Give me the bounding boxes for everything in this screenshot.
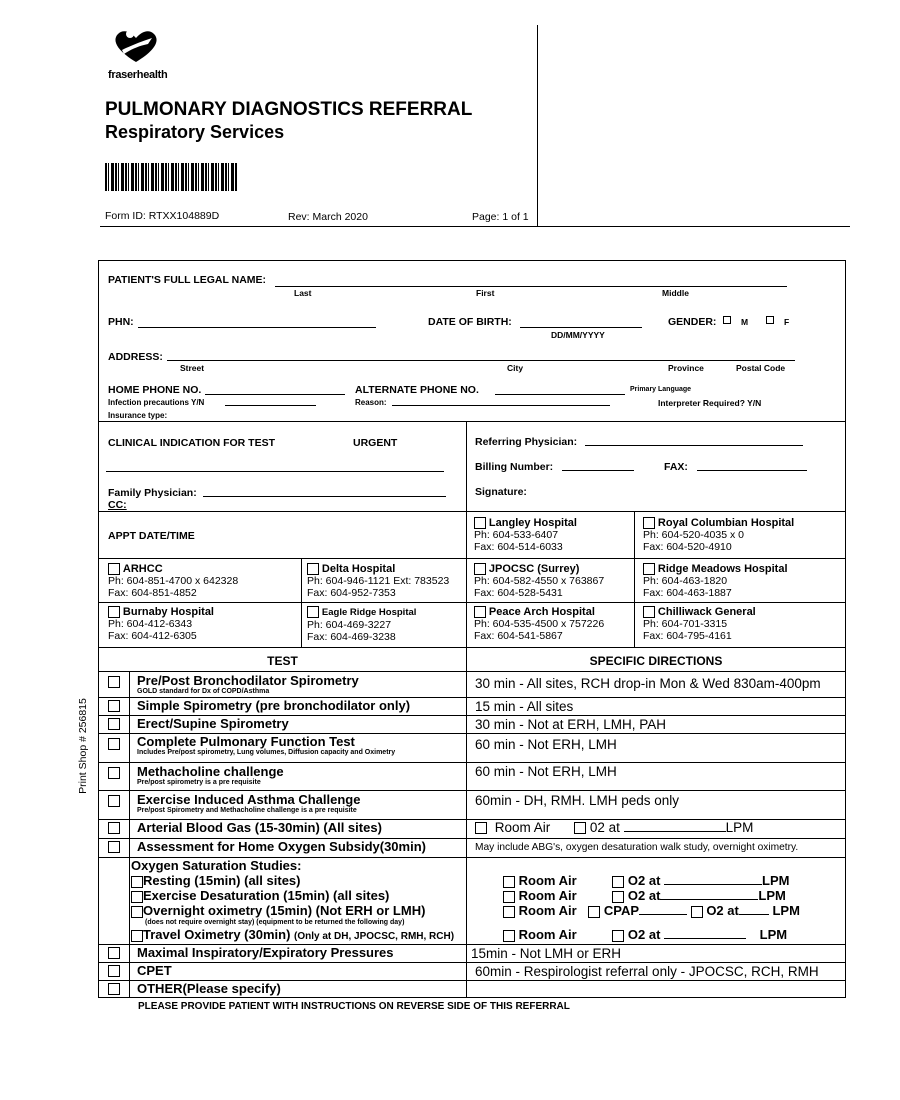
primary-language-label: Primary Language: [630, 386, 692, 393]
hosp-row-rule-2: [99, 602, 845, 603]
exercise-label: Exercise Desaturation (15min) (all sites): [143, 888, 390, 903]
hospital-checkbox[interactable]: [307, 563, 319, 575]
abg-o2-label: 02 at: [589, 820, 620, 835]
dob-field[interactable]: [520, 316, 642, 328]
test-checkbox[interactable]: [108, 767, 120, 779]
oxygen-title: Oxygen Saturation Studies:: [131, 858, 302, 873]
test-checkbox[interactable]: [108, 841, 120, 853]
cc-label: CC:: [108, 499, 127, 511]
test-directions: 30 min - Not at ERH, LMH, PAH: [475, 717, 667, 732]
gender-f-checkbox[interactable]: [766, 316, 774, 324]
first-label: First: [476, 288, 495, 298]
test-item: Maximal Inspiratory/Expiratory Pressures: [137, 945, 394, 960]
test-checkbox[interactable]: [108, 718, 120, 730]
clinical-rule-right: [466, 511, 845, 512]
travel-room-air-checkbox[interactable]: [503, 930, 515, 942]
abg-o2-checkbox[interactable]: [574, 822, 586, 834]
barcode: [105, 163, 237, 191]
referring-physician-field[interactable]: [585, 434, 803, 446]
abg-lpm-label: LPM: [725, 820, 754, 835]
abg-room-air-label: Room Air: [494, 820, 551, 835]
exercise-room-air-checkbox[interactable]: [503, 891, 515, 903]
name-label: PATIENT'S FULL LEGAL NAME:: [108, 274, 267, 286]
test-item: Simple Spirometry (pre bronchodilator only): [137, 698, 411, 713]
test-directions: 60 min - Not ERH, LMH: [475, 764, 617, 779]
hospital-checkbox[interactable]: [108, 563, 120, 575]
clinical-indication-label: CLINICAL INDICATION FOR TEST: [108, 437, 276, 449]
infection-field[interactable]: [225, 396, 316, 406]
last-label: Last: [294, 288, 312, 298]
hospital-jpocsc[interactable]: JPOCSC (Surrey) Ph: 604-582-4550 x 763867 Fax: 604-528-5431: [474, 563, 605, 600]
test-directions: 60 min - Not ERH, LMH: [475, 737, 617, 752]
hosp-row-rule-1: [99, 558, 845, 559]
test-checkbox[interactable]: [108, 676, 120, 688]
hospital-checkbox[interactable]: [307, 606, 319, 618]
directions-column-header: SPECIFIC DIRECTIONS: [589, 654, 723, 668]
reason-label: Reason:: [355, 398, 387, 407]
footer-instructions: PLEASE PROVIDE PATIENT WITH INSTRUCTIONS ON REVERSE SIDE OF THIS REFERRAL: [138, 1001, 570, 1012]
resting-label: Resting (15min) (all sites): [143, 873, 301, 888]
overnight-cpap-checkbox[interactable]: [588, 906, 600, 918]
cpap-field[interactable]: [639, 903, 687, 915]
header-rule: [100, 226, 850, 227]
gender-f-label: F: [784, 317, 790, 327]
exercise-o2-checkbox[interactable]: [612, 891, 624, 903]
hospital-chilliwack[interactable]: Chilliwack General Ph: 604-701-3315 Fax: 604-795-4161: [643, 606, 756, 643]
test-rule: [99, 762, 845, 763]
clinical-indication-field[interactable]: [106, 460, 444, 472]
dob-format: DD/MM/YYYY: [551, 330, 605, 340]
test-rule: [99, 962, 845, 963]
postal-label: Postal Code: [736, 363, 786, 373]
oxygen-studies: [131, 858, 454, 944]
hospital-checkbox[interactable]: [474, 563, 486, 575]
test-checkbox[interactable]: [108, 700, 120, 712]
alt-phone-field[interactable]: [495, 383, 625, 395]
hosp-divider-r: [634, 511, 635, 647]
test-directions: 60min - DH, RMH. LMH peds only: [475, 793, 680, 808]
resting-o2-field[interactable]: [664, 873, 762, 885]
test-directions: 15 min - All sites: [475, 699, 574, 714]
overnight-room-air-checkbox[interactable]: [503, 906, 515, 918]
abg-options: [475, 820, 753, 835]
travel-o2-checkbox[interactable]: [612, 930, 624, 942]
test-item: Arterial Blood Gas (15-30min) (All sites): [137, 820, 382, 835]
hospital-peace-arch[interactable]: Peace Arch Hospital Ph: 604-535-4500 x 757226 Fax: 604-541-5867: [474, 606, 605, 643]
test-item: Exercise Induced Asthma Challenge Pre/post Spirometry and Methacholine challenge is a pre requisite: [137, 792, 361, 814]
home-phone-label: HOME PHONE NO.: [108, 384, 202, 396]
test-item: CPET: [137, 963, 172, 978]
overnight-o2-checkbox[interactable]: [691, 906, 703, 918]
gender-label: GENDER:: [668, 316, 717, 328]
org-name: fraserhealth: [108, 69, 168, 81]
test-item: Erect/Supine Spirometry: [137, 716, 289, 731]
overnight-checkbox[interactable]: [131, 906, 143, 918]
hospital-royal-columbian[interactable]: Royal Columbian Hospital Ph: 604-520-4035 x 0 Fax: 604-520-4910: [643, 517, 795, 554]
province-label: Province: [668, 363, 704, 373]
appt-label: APPT DATE/TIME: [108, 530, 195, 542]
hospital-checkbox[interactable]: [643, 606, 655, 618]
test-column-header: TEST: [267, 654, 298, 668]
hospital-langley[interactable]: Langley Hospital Ph: 604-533-6407 Fax: 604-514-6033: [474, 517, 577, 554]
test-checkbox[interactable]: [108, 983, 120, 995]
resting-o2-checkbox[interactable]: [612, 876, 624, 888]
billing-label: Billing Number:: [475, 461, 554, 473]
hospital-arhcc[interactable]: ARHCC Ph: 604-851-4700 x 642328 Fax: 604-851-4852: [108, 563, 239, 600]
billing-field[interactable]: [562, 459, 634, 471]
form-title: PULMONARY DIAGNOSTICS REFERRAL: [105, 99, 473, 120]
fraserhealth-logo: [108, 28, 168, 84]
exercise-checkbox[interactable]: [131, 891, 143, 903]
family-physician-label: Family Physician:: [108, 487, 197, 499]
home-phone-field[interactable]: [205, 383, 345, 395]
test-checkbox[interactable]: [108, 822, 120, 834]
test-directions: May include ABG's, oxygen desaturation walk study, overnight oximetry.: [475, 842, 799, 853]
family-physician-field[interactable]: [203, 485, 446, 497]
test-checkbox[interactable]: [108, 738, 120, 750]
logo-icon: [108, 28, 164, 64]
phn-label: PHN:: [108, 316, 134, 328]
abg-room-air-checkbox[interactable]: [475, 822, 487, 834]
test-directions: 30 min - All sites, RCH drop-in Mon & Wed 830am-400pm: [475, 676, 821, 691]
test-checkbox[interactable]: [108, 947, 120, 959]
phn-field[interactable]: [138, 316, 376, 328]
signature-label: Signature:: [475, 486, 527, 498]
hospital-checkbox[interactable]: [474, 517, 486, 529]
interpreter-label: Interpreter Required? Y/N: [658, 398, 762, 408]
clinical-divider: [466, 421, 467, 998]
reason-field[interactable]: [392, 396, 610, 406]
test-directions: 60min - Respirologist referral only - JPOCSC, RCH, RMH: [475, 964, 819, 979]
fax-label: FAX:: [664, 461, 688, 473]
exercise-o2-field[interactable]: [660, 888, 758, 900]
test-item: Methacholine challenge Pre/post spirometry is a pre requisite: [137, 764, 284, 786]
overnight-note: (does not require overnight stay) (equipment to be returned the following day): [145, 919, 405, 926]
resting-room-air-checkbox[interactable]: [503, 876, 515, 888]
hospital-burnaby[interactable]: Burnaby Hospital Ph: 604-412-6343 Fax: 604-412-6305: [108, 606, 214, 643]
travel-checkbox[interactable]: [131, 930, 143, 942]
test-rule: [99, 790, 845, 791]
travel-o2-field[interactable]: [664, 931, 746, 939]
tests-header-rule: [99, 671, 845, 672]
test-checkbox[interactable]: [108, 795, 120, 807]
travel-label: Travel Oximetry (30min): [143, 927, 291, 942]
street-label: Street: [180, 363, 205, 373]
form-page: Page: 1 of 1: [472, 211, 529, 223]
hospital-checkbox[interactable]: [643, 517, 655, 529]
address-label: ADDRESS:: [108, 351, 163, 363]
test-item: Pre/Post Bronchodilator Spirometry GOLD standard for Dx of COPD/Asthma: [137, 673, 359, 695]
name-field[interactable]: [275, 275, 787, 287]
clinical-rule-left: [99, 511, 466, 512]
overnight-o2-field[interactable]: [739, 903, 769, 915]
test-checkbox[interactable]: [108, 965, 120, 977]
referring-physician-label: Referring Physician:: [475, 436, 578, 448]
hospital-checkbox[interactable]: [474, 606, 486, 618]
form-subtitle: Respiratory Services: [105, 122, 285, 142]
overnight-label: Overnight oximetry (15min) (Not ERH or LMH): [143, 903, 426, 918]
oxygen-options: Room Air O2 at LPM Room Air O2 at LPM Room Air CPAP O2 at LPM Room Air O2 at LPM: [503, 873, 800, 942]
urgent-label: URGENT: [353, 437, 398, 449]
insurance-label: Insurance type:: [108, 411, 168, 420]
checkbox-column-divider: [129, 671, 130, 998]
gender-m-label: M: [741, 317, 749, 327]
hospital-eagle-ridge[interactable]: Eagle Ridge Hospital Ph: 604-469-3227 Fax: 604-469-3238: [307, 607, 417, 643]
address-field[interactable]: [167, 349, 795, 361]
hospital-checkbox[interactable]: [108, 606, 120, 618]
hospital-ridge-meadows[interactable]: Ridge Meadows Hospital Ph: 604-463-1820 Fax: 604-463-1887: [643, 563, 788, 600]
travel-note: (Only at DH, JPOCSC, RMH, RCH): [294, 931, 455, 942]
patient-section-rule: [99, 421, 845, 422]
test-item: OTHER(Please specify): [137, 981, 281, 996]
form-rev: Rev: March 2020: [288, 211, 368, 223]
test-item: Complete Pulmonary Function Test Includes Pre/post spirometry, Lung volumes, Diffusion capacity and Oximetry: [137, 734, 396, 756]
city-label: City: [507, 363, 524, 373]
dob-label: DATE OF BIRTH:: [428, 316, 512, 328]
fax-field[interactable]: [697, 459, 807, 471]
hospital-delta[interactable]: Delta Hospital Ph: 604-946-1121 Ext: 783523 Fax: 604-952-7353: [307, 563, 450, 600]
middle-label: Middle: [662, 288, 689, 298]
test-item: Assessment for Home Oxygen Subsidy(30min): [137, 839, 426, 854]
resting-checkbox[interactable]: [131, 876, 143, 888]
infection-label: Infection precautions Y/N: [108, 398, 205, 407]
print-shop-label: Print Shop # 256815: [77, 698, 89, 794]
alt-phone-label: ALTERNATE PHONE NO.: [355, 384, 479, 396]
abg-o2-field[interactable]: [624, 820, 726, 832]
header-divider: [537, 25, 538, 227]
hosp-row-rule-3: [99, 647, 845, 648]
gender-m-checkbox[interactable]: [723, 316, 731, 324]
hospital-checkbox[interactable]: [643, 563, 655, 575]
form-id: Form ID: RTXX104889D: [105, 210, 220, 222]
test-directions: 15min - Not LMH or ERH: [471, 946, 622, 961]
